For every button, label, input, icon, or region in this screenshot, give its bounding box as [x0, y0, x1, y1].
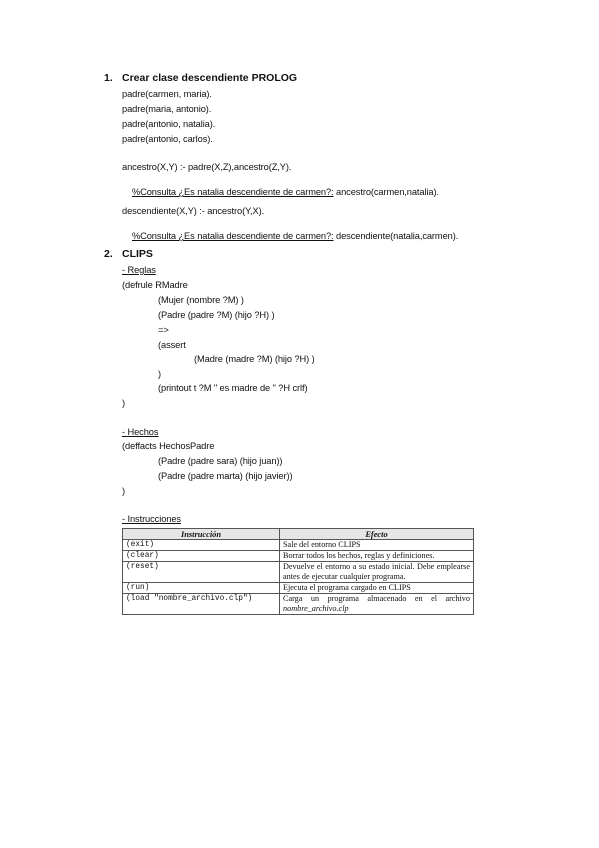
effect-cell: Ejecuta el programa cargado en CLIPS — [280, 583, 474, 594]
clips-rule-line: ) — [158, 369, 161, 379]
instruction-cell: (clear) — [123, 551, 280, 562]
effect-cell — [280, 594, 474, 615]
prolog-fact: padre(antonio, carlos). — [122, 134, 213, 144]
effect-cell: Borrar todos los hechos, reglas y definiciones. — [280, 551, 474, 562]
table-row — [123, 562, 474, 583]
section-title: Crear clase descendiente PROLOG — [122, 72, 298, 84]
clips-rule-line: (Mujer (nombre ?M) ) — [158, 295, 244, 305]
clips-rule-line: (assert — [158, 340, 186, 350]
instruction-cell: (run) — [123, 583, 280, 594]
prolog-query-2 — [122, 221, 458, 251]
query-label: %Consulta ¿Es natalia descendiente de carmen?: — [131, 231, 334, 241]
prolog-fact: padre(maria, antonio). — [122, 104, 212, 114]
table-row — [123, 583, 474, 594]
prolog-rule-descendiente: descendiente(X,Y) :- ancestro(Y,X). — [122, 206, 265, 216]
clips-rule-line: => — [158, 325, 169, 335]
clips-rule-line: ) — [122, 398, 125, 408]
effect-cell: Devuelve el entorno a su estado inicial. Debe emplearse antes de ejecutar cualquier programa. — [280, 562, 474, 583]
column-header-instruccion: Instrucción — [123, 529, 280, 540]
instruction-cell: (reset) — [123, 562, 280, 583]
clips-rule-line: (printout t ?M " es madre de " ?H crlf) — [158, 383, 308, 393]
instructions-table — [122, 528, 474, 615]
section-title: CLIPS — [122, 248, 153, 260]
clips-rule-line: (defrule RMadre — [122, 280, 188, 290]
prolog-fact: padre(antonio, natalia). — [122, 119, 216, 129]
prolog-query-1 — [122, 177, 439, 207]
reglas-label: - Reglas — [122, 265, 156, 275]
hechos-label: - Hechos — [122, 427, 159, 437]
prolog-fact: padre(carmen, maria). — [122, 89, 212, 99]
table-row — [123, 594, 474, 615]
column-header-efecto: Efecto — [280, 529, 474, 540]
prolog-rule-ancestro: ancestro(X,Y) :- padre(X,Z),ancestro(Z,Y). — [122, 162, 292, 172]
clips-fact-line: (Padre (padre sara) (hijo juan)) — [158, 456, 283, 466]
section-heading-prolog — [104, 72, 298, 84]
query-code: ancestro(carmen,natalia). — [333, 187, 439, 197]
table-header-row — [123, 529, 474, 540]
table-row — [123, 540, 474, 551]
instrucciones-label: - Instrucciones — [122, 514, 181, 524]
effect-text: Carga un programa almacenado en el archivo — [283, 594, 470, 603]
clips-rule-line: (Padre (padre ?M) (hijo ?H) ) — [158, 310, 275, 320]
clips-rule-line: (Madre (madre ?M) (hijo ?H) ) — [194, 354, 315, 364]
effect-cell: Sale del entorno CLIPS — [280, 540, 474, 551]
query-label: %Consulta ¿Es natalia descendiente de carmen?: — [131, 187, 334, 197]
section-number: 2. — [104, 248, 113, 260]
table-row — [123, 551, 474, 562]
clips-fact-line: ) — [122, 486, 125, 496]
query-code: descendiente(natalia,carmen). — [333, 231, 459, 241]
section-heading-clips — [104, 248, 153, 260]
instruction-cell: (load "nombre_archivo.clp") — [123, 594, 280, 615]
instruction-cell: (exit) — [123, 540, 280, 551]
effect-filename: nombre_archivo.clp — [283, 604, 349, 613]
clips-fact-line: (deffacts HechosPadre — [122, 441, 215, 451]
section-number: 1. — [104, 72, 113, 84]
clips-fact-line: (Padre (padre marta) (hijo javier)) — [158, 471, 293, 481]
